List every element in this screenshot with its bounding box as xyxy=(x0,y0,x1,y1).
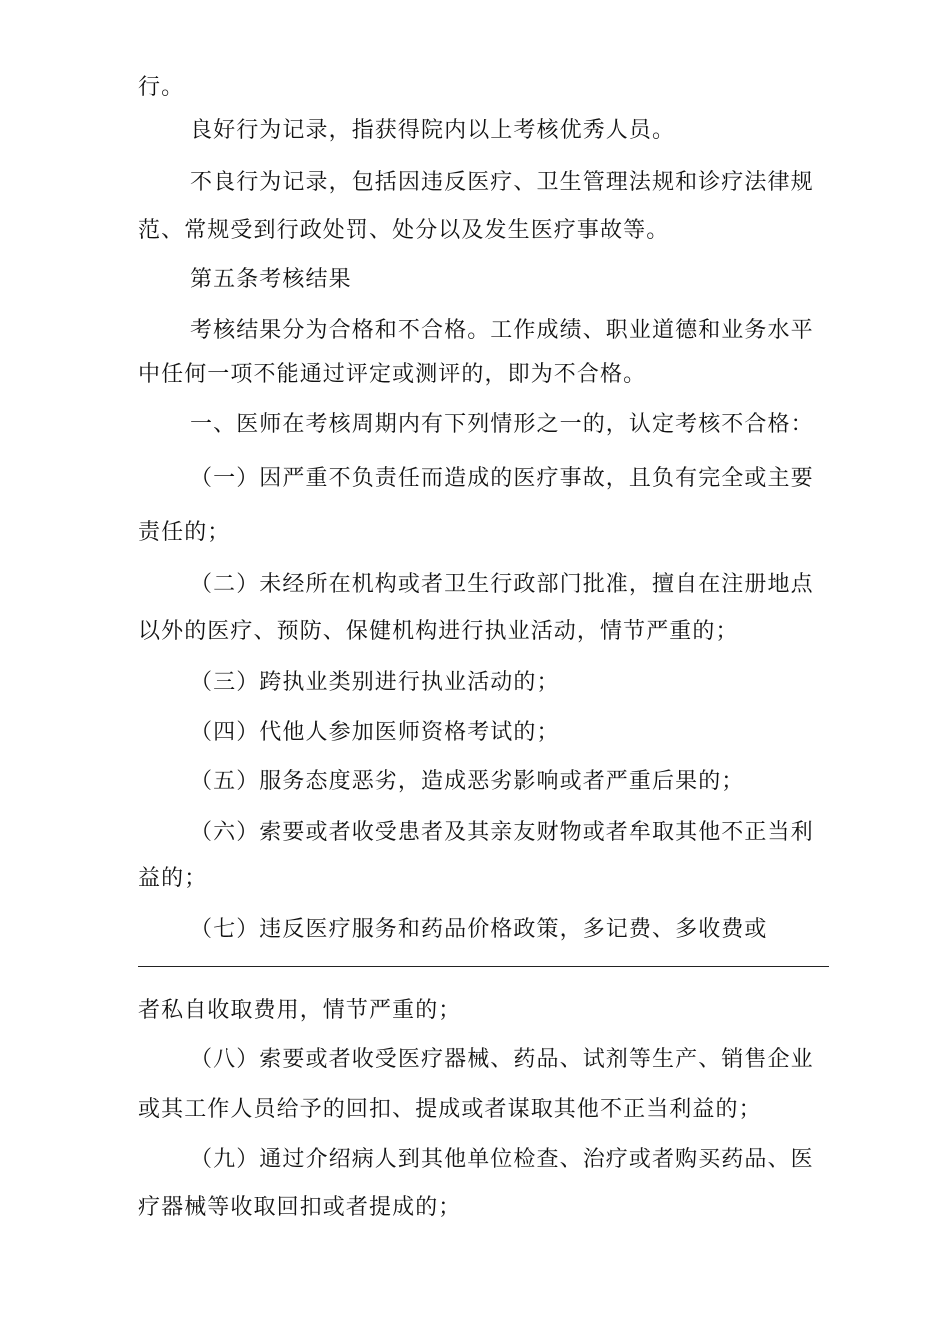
section-heading: 第五条考核结果 xyxy=(190,267,352,292)
text-line-14: （四）代他人参加医师资格考试的； xyxy=(190,720,560,745)
text-line-3: 不良行为记录，包括因违反医疗、卫生管理法规和诊疗法律规 xyxy=(190,170,814,195)
text-line-17: 益的； xyxy=(138,866,208,891)
text-line-19: 者私自收取费用，情节严重的； xyxy=(138,998,462,1023)
page-divider xyxy=(138,966,829,967)
text-line-23: 疗器械等收取回扣或者提成的； xyxy=(138,1195,462,1220)
text-line-15: （五）服务态度恶劣，造成恶劣影响或者严重后果的； xyxy=(190,769,745,794)
text-line-1: 行。 xyxy=(138,75,185,100)
text-line-22: （九）通过介绍病人到其他单位检查、治疗或者购买药品、医 xyxy=(190,1147,814,1172)
text-line-11: （二）未经所在机构或者卫生行政部门批准，擅自在注册地点 xyxy=(190,572,814,597)
text-line-21: 或其工作人员给予的回扣、提成或者谋取其他不正当利益的； xyxy=(138,1097,762,1122)
text-line-18: （七）违反医疗服务和药品价格政策，多记费、多收费或 xyxy=(190,917,768,942)
text-line-7: 中任何一项不能通过评定或测评的，即为不合格。 xyxy=(138,362,647,387)
text-line-10: 责任的； xyxy=(138,520,231,545)
text-line-16: （六）索要或者收受患者及其亲友财物或者牟取其他不正当利 xyxy=(190,820,814,845)
text-line-2: 良好行为记录，指获得院内以上考核优秀人员。 xyxy=(190,118,676,143)
text-line-6: 考核结果分为合格和不合格。工作成绩、职业道德和业务水平 xyxy=(190,318,814,343)
text-line-4: 范、常规受到行政处罚、处分以及发生医疗事故等。 xyxy=(138,218,670,243)
text-line-20: （八）索要或者收受医疗器械、药品、试剂等生产、销售企业 xyxy=(190,1047,814,1072)
text-line-12: 以外的医疗、预防、保健机构进行执业活动，情节严重的； xyxy=(138,619,739,644)
text-line-9: （一）因严重不负责任而造成的医疗事故，且负有完全或主要 xyxy=(190,466,814,491)
text-line-13: （三）跨执业类别进行执业活动的； xyxy=(190,670,560,695)
text-line-8: 一、医师在考核周期内有下列情形之一的，认定考核不合格： xyxy=(190,412,814,437)
